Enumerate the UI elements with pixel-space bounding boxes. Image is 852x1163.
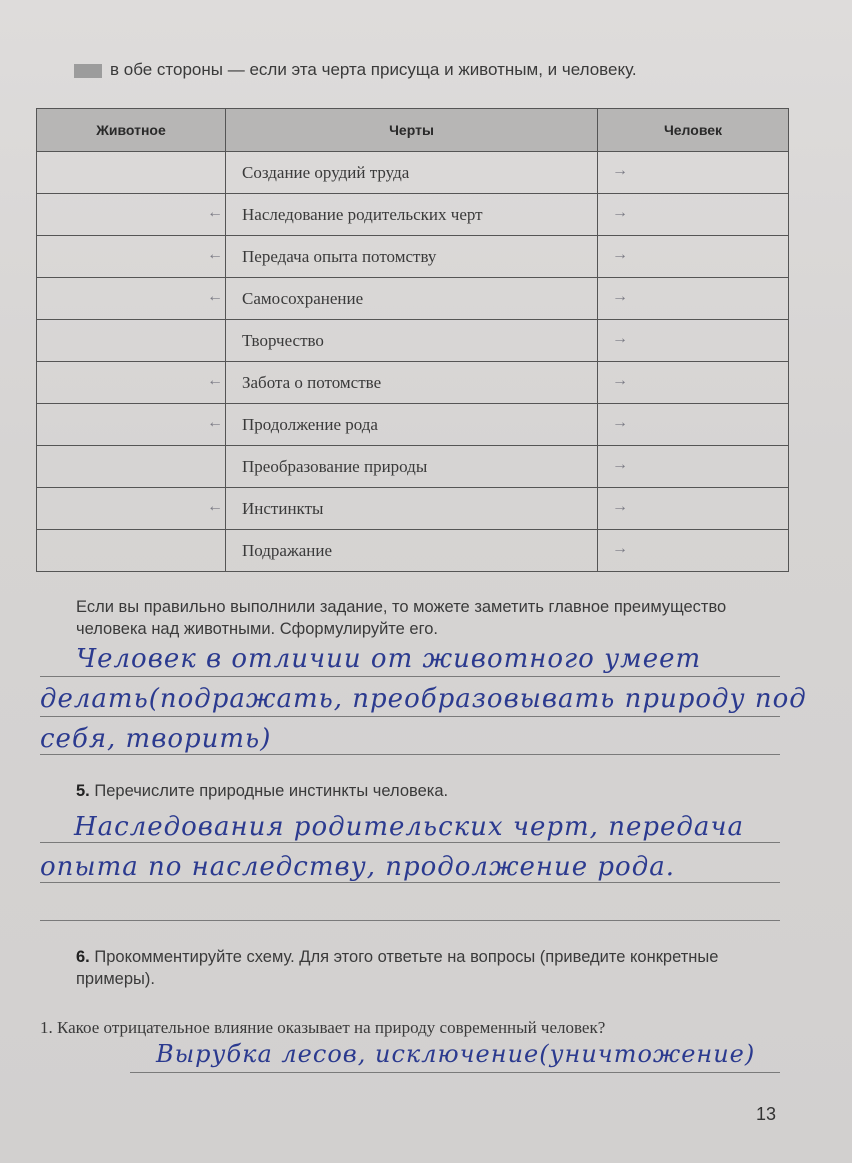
header-animal: Животное bbox=[37, 109, 226, 152]
header-human: Человек bbox=[598, 109, 789, 152]
table-row bbox=[37, 236, 789, 278]
animal-cell[interactable] bbox=[37, 404, 226, 446]
answer-rule bbox=[40, 676, 780, 677]
handwritten-answer-line: себя, творить) bbox=[40, 724, 272, 754]
table-row bbox=[37, 488, 789, 530]
human-cell[interactable] bbox=[598, 320, 789, 362]
answer-rule bbox=[40, 842, 780, 843]
answer-rule bbox=[40, 716, 780, 717]
trait-cell: Подражание bbox=[226, 530, 598, 572]
arrow-right-icon: → bbox=[612, 246, 628, 263]
table-row bbox=[37, 404, 789, 446]
trait-cell: Забота о потомстве bbox=[226, 362, 598, 404]
human-cell[interactable] bbox=[598, 446, 789, 488]
trait-cell: Инстинкты bbox=[226, 488, 598, 530]
arrow-right-icon: → bbox=[612, 414, 628, 431]
trait-cell: Передача опыта потомству bbox=[226, 236, 598, 278]
animal-cell[interactable] bbox=[37, 194, 226, 236]
human-cell[interactable] bbox=[598, 236, 789, 278]
animal-cell[interactable] bbox=[37, 320, 226, 362]
human-cell[interactable] bbox=[598, 152, 789, 194]
animal-cell[interactable] bbox=[37, 446, 226, 488]
table-row bbox=[37, 530, 789, 572]
table-row bbox=[37, 278, 789, 320]
question-6-number: 6. bbox=[76, 948, 90, 966]
header-traits: Черты bbox=[226, 109, 598, 152]
handwritten-answer-q6-1: Вырубка лесов, исключение(уничтожение) bbox=[156, 1040, 756, 1068]
legend-line bbox=[74, 60, 637, 80]
handwritten-answer-line: Наследования родительских черт, передача bbox=[74, 812, 745, 842]
animal-cell[interactable] bbox=[37, 530, 226, 572]
animal-cell[interactable] bbox=[37, 488, 226, 530]
handwritten-answer-line: делать(подражать, преобразовывать природу под bbox=[40, 684, 807, 714]
answer-rule bbox=[40, 754, 780, 755]
arrow-left-icon: ← bbox=[207, 414, 223, 431]
question-5-number: 5. bbox=[76, 782, 90, 800]
table-row bbox=[37, 152, 789, 194]
arrow-right-icon: → bbox=[612, 456, 628, 473]
table-row bbox=[37, 362, 789, 404]
arrow-right-icon: → bbox=[612, 372, 628, 389]
question-6-text: Прокомментируйте схему. Для этого ответьте на вопросы (приведите конкретные примеры). bbox=[76, 948, 719, 988]
animal-cell[interactable] bbox=[37, 152, 226, 194]
trait-cell: Наследование родительских черт bbox=[226, 194, 598, 236]
table-body bbox=[37, 152, 789, 572]
trait-cell: Преобразование природы bbox=[226, 446, 598, 488]
human-cell[interactable] bbox=[598, 530, 789, 572]
table-row bbox=[37, 446, 789, 488]
human-cell[interactable] bbox=[598, 362, 789, 404]
arrow-left-icon: ← bbox=[207, 498, 223, 515]
trait-cell: Продолжение рода bbox=[226, 404, 598, 446]
arrow-left-icon: ← bbox=[207, 204, 223, 221]
arrow-right-icon: → bbox=[612, 498, 628, 515]
table-row bbox=[37, 194, 789, 236]
arrow-left-icon: ← bbox=[207, 246, 223, 263]
question-6-1-text: 1. Какое отрицательное влияние оказывает на природу современный человек? bbox=[40, 1018, 606, 1037]
arrow-right-icon: → bbox=[612, 204, 628, 221]
legend-text: в обе стороны — если эта черта присуща и животным, и человеку. bbox=[110, 60, 637, 79]
answer-rule bbox=[40, 882, 780, 883]
arrow-left-icon: ← bbox=[207, 372, 223, 389]
human-cell[interactable] bbox=[598, 194, 789, 236]
arrow-right-icon: → bbox=[612, 330, 628, 347]
answer-rule bbox=[130, 1072, 780, 1073]
table-row bbox=[37, 320, 789, 362]
arrow-right-icon: → bbox=[612, 540, 628, 557]
arrow-right-icon: → bbox=[612, 162, 628, 179]
human-cell[interactable] bbox=[598, 404, 789, 446]
animal-cell[interactable] bbox=[37, 362, 226, 404]
legend-swatch bbox=[74, 64, 102, 78]
question-5-text: Перечислите природные инстинкты человека. bbox=[94, 782, 449, 800]
handwritten-answer-line: опыта по наследству, продолжение рода. bbox=[40, 852, 675, 882]
human-cell[interactable] bbox=[598, 278, 789, 320]
animal-cell[interactable] bbox=[37, 236, 226, 278]
task-text: Если вы правильно выполнили задание, то можете заметить главное преимущество человека над животными. Сформулируйте его. bbox=[76, 598, 727, 638]
answer-rule bbox=[40, 920, 780, 921]
arrow-right-icon: → bbox=[612, 288, 628, 305]
question-6 bbox=[76, 946, 780, 990]
trait-cell: Самосохранение bbox=[226, 278, 598, 320]
handwritten-answer-line: Человек в отличии от животного умеет bbox=[76, 644, 702, 674]
table-header-row bbox=[37, 109, 789, 152]
trait-cell: Создание орудий труда bbox=[226, 152, 598, 194]
page-number: 13 bbox=[756, 1104, 777, 1124]
trait-cell: Творчество bbox=[226, 320, 598, 362]
human-cell[interactable] bbox=[598, 488, 789, 530]
arrow-left-icon: ← bbox=[207, 288, 223, 305]
animal-cell[interactable] bbox=[37, 278, 226, 320]
question-5 bbox=[76, 780, 776, 802]
traits-table bbox=[36, 108, 789, 572]
